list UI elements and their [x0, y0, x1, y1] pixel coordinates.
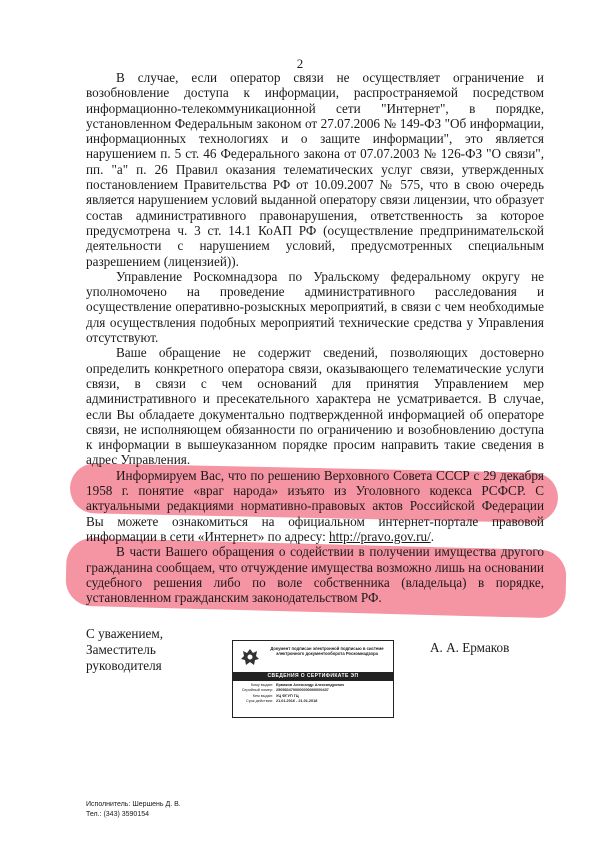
paragraph-authority: Управление Роскомнадзора по Уральскому федеральному округу не уполномочено на проведение административного расследования и осуществление оперативно-розыскных мероприятий, в связи с чем необходимые для осуществления подобных мероприятий технические средства у Управления отсутствуют. — [86, 268, 544, 346]
stamp-value: Ермаков Александр Александрович — [276, 683, 345, 687]
closing-position-cont: руководителя — [86, 658, 162, 673]
executor-phone: Тел.: (343) 3590154 — [86, 811, 149, 818]
closing-regards: С уважением, — [86, 626, 163, 641]
closing-position: Заместитель — [86, 642, 156, 657]
stamp-key: Серийный номер: — [241, 688, 273, 693]
paragraph-information-end: . — [430, 528, 435, 544]
signer-name: А. А. Ермаков — [430, 640, 510, 655]
stamp-description: Документ подписан электронной подписью в системе электронного документооборота Роскомнадзора — [270, 646, 384, 656]
executor-footer — [86, 800, 181, 820]
letter-body — [86, 70, 544, 605]
stamp-rows — [237, 683, 389, 705]
stamp-row — [237, 699, 389, 704]
emblem-icon — [239, 647, 261, 669]
executor-name: Исполнитель: Шершень Д. В. — [86, 801, 181, 808]
stamp-key: Кем выдан: — [252, 693, 273, 698]
stamp-key: Срок действия: — [245, 699, 273, 704]
closing-block — [86, 626, 163, 674]
paragraph-request: Ваше обращение не содержит сведений, позволяющих достоверно определить конкретного оператора связи, оказывающего телематические услуги связи, в связи с чем оснований для принятия Управлением мер административного и пресекательного характера не усматривается. В случае, если Вы обладаете документально подтвержденной информацией об операторе связи, не исполняющем обязанности по ограничению и возобновлению доступа к информации в вышеуказанном порядке просим направить такие сведения в адрес Управления. — [86, 345, 544, 468]
stamp-value: 21.01.2016 - 21.01.2018 — [276, 699, 318, 704]
stamp-title: СВЕДЕНИЯ О СЕРТИФИКАТЕ ЭП — [233, 672, 393, 681]
pravo-link[interactable]: http://pravo.gov.ru/ — [329, 528, 431, 544]
stamp-value: 2505604700000000000000437 — [276, 688, 329, 693]
paragraph-information — [86, 468, 544, 544]
paragraph-property: В части Вашего обращения о содействии в получении имущества другого гражданина сообщаем, что отчуждение имущества возможно лишь на основании судебного решения либо по воле собственника (владельца) в порядке, установленном гражданским законодательством РФ. — [86, 544, 544, 606]
page-number: 2 — [296, 56, 304, 71]
stamp-value: УЦ ФГУП ГЦ — [276, 693, 299, 698]
paragraph-violation: В случае, если оператор связи не осуществляет ограничение и возобновление доступа к информации, распространяемой посредством информационно-телекоммуникационной сети "Интернет", в порядке, установленном Федеральным законом от 27.07.2006 № 149-ФЗ "Об информации, информационных технологиях и о защите информации", это является нарушением п. 5 ст. 46 Федерального закона от 07.07.2003 № 126-ФЗ "О связи", пп. "а" п. 26 Правил оказания телематических услуг связи, утвержденных постановлением Правительства РФ от 10.09.2007 № 575, что в свою очередь является нарушением условий выданной оператору связи лицензии, что образует состав административного правонарушения, ответственность за которое предусмотрена ч. 3 ст. 14.1 КоАП РФ (осуществление предпринимательской деятельности с нарушением условий, предусмотренных специальным разрешением (лицензией)). — [86, 70, 544, 269]
stamp-key: Кому выдан: — [250, 683, 273, 687]
paragraph-information-text: Информируем Вас, что по решению Верховного Совета СССР с 29 декабря 1958 г. понятие «враг народа» изъято из Уголовного кодекса РСФСР. С актуальными редакциями нормативно-правовых актов Российской Федерации Вы можете ознакомиться на официальном интернет-портале правовой информации в сети «Интернет» по адресу: — [86, 467, 544, 544]
e-signature-stamp — [232, 640, 394, 718]
